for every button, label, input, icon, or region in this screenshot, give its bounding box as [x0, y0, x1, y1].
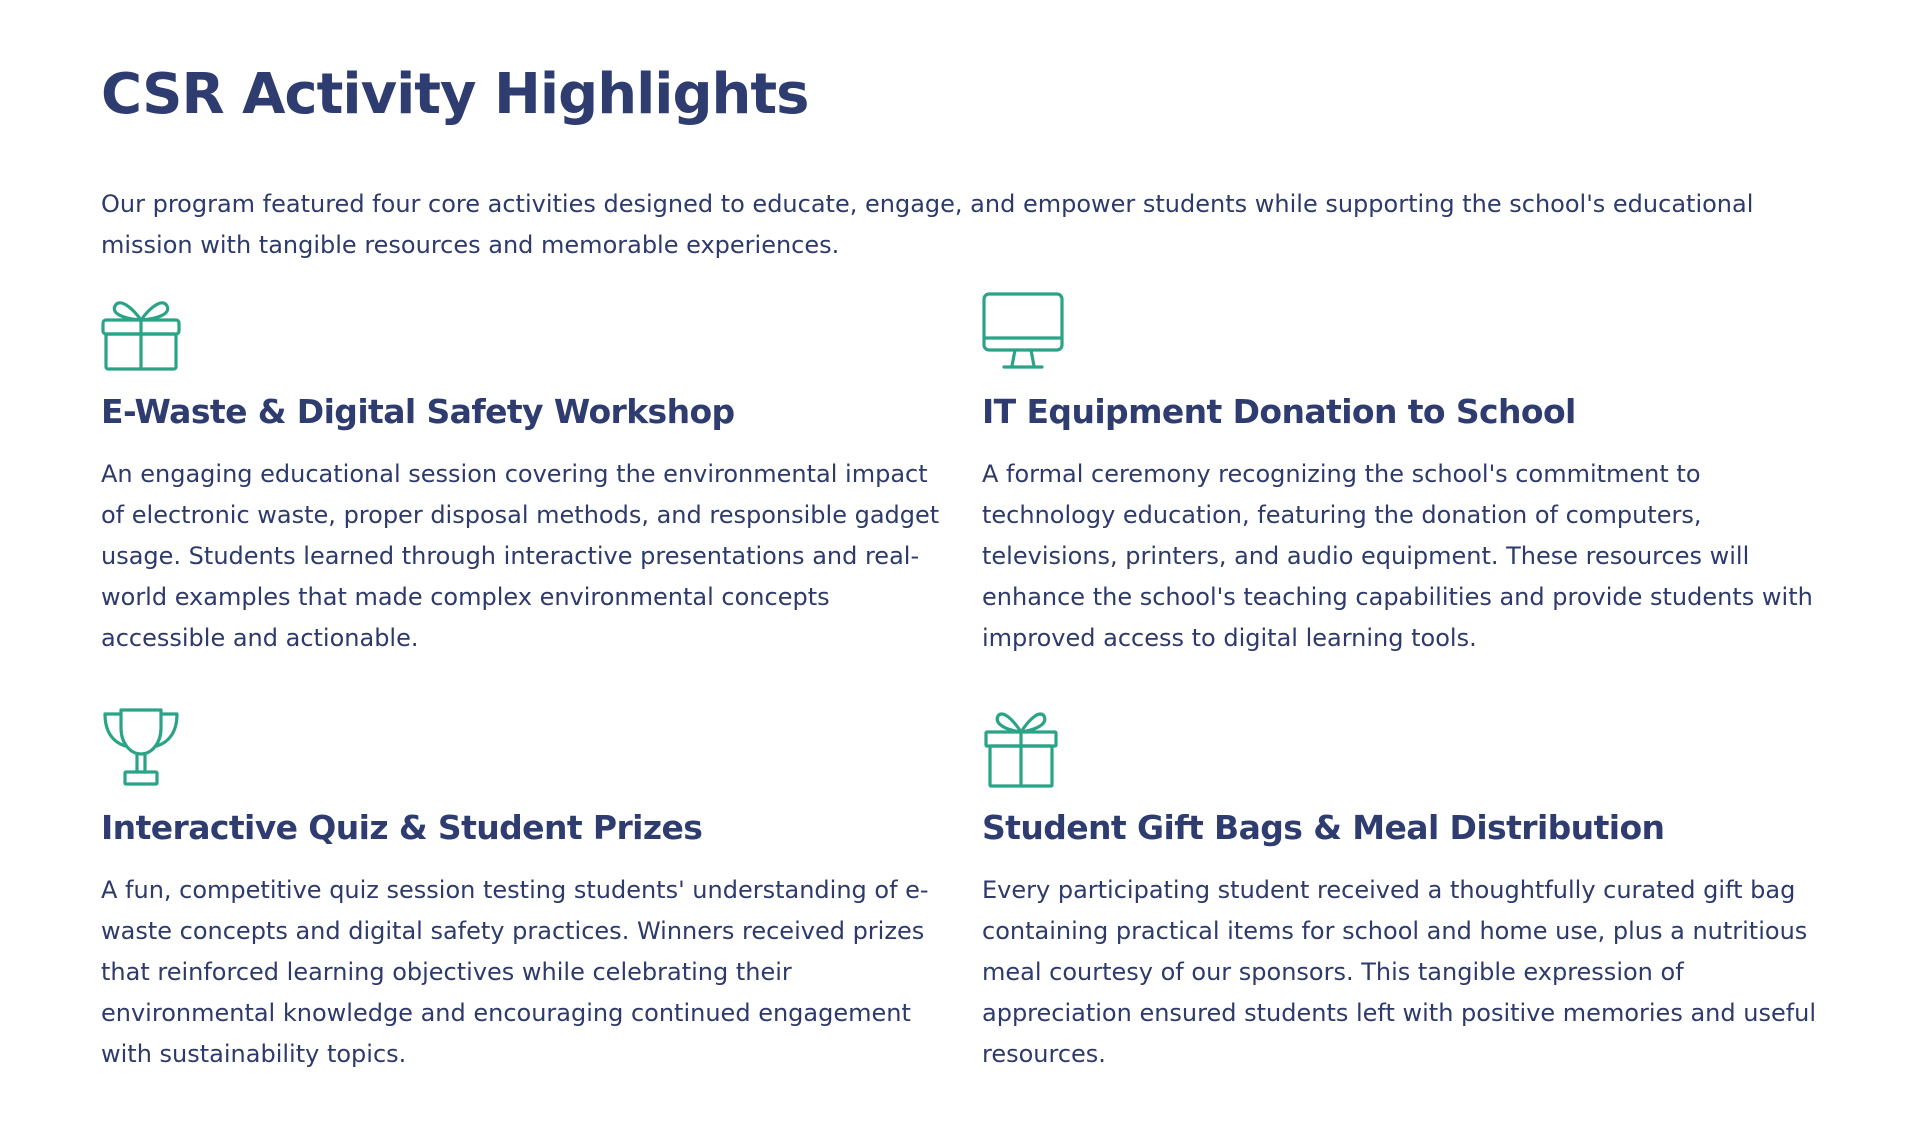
gift-icon — [101, 292, 185, 372]
activity-card-it-donation — [982, 292, 1832, 652]
activity-heading: E-Waste & Digital Safety Workshop — [101, 392, 735, 431]
activity-description: A formal ceremony recognizing the school's commitment to technology education, featuring the donation of computers, televisions, printers, and audio equipment. These resources will enhance the school's teaching capabilities and provide students with improved access to digital learning tools. — [982, 460, 1813, 652]
intro-paragraph: Our program featured four core activities designed to educate, engage, and empower students while supporting the school's educational mission with tangible resources and memorable experiences. — [101, 190, 1754, 259]
trophy-icon — [101, 708, 185, 788]
monitor-icon — [982, 292, 1066, 372]
activity-heading: IT Equipment Donation to School — [982, 392, 1576, 431]
activity-description: A fun, competitive quiz session testing students' understanding of e-waste concepts and digital safety practices. Winners received prizes that reinforced learning objectives while celebrating their environmental knowledge and encouraging continued engagement with sustainability topics. — [101, 876, 929, 1068]
activity-description: An engaging educational session covering the environmental impact of electronic waste, proper disposal methods, and responsible gadget usage. Students learned through interactive presentations and real-world examples that made complex environmental concepts accessible and actionable. — [101, 460, 940, 652]
activity-card-quiz-prizes — [101, 708, 951, 1068]
gift-icon — [982, 708, 1066, 788]
page-title: CSR Activity Highlights — [101, 62, 809, 127]
activity-card-gift-bags — [982, 708, 1832, 1068]
activity-card-ewaste-workshop — [101, 292, 951, 652]
activity-heading: Interactive Quiz & Student Prizes — [101, 808, 703, 847]
activity-heading: Student Gift Bags & Meal Distribution — [982, 808, 1665, 847]
activity-description: Every participating student received a thoughtfully curated gift bag containing practical items for school and home use, plus a nutritious meal courtesy of our sponsors. This tangible expression of appreciation ensured students left with positive memories and useful resources. — [982, 876, 1817, 1068]
